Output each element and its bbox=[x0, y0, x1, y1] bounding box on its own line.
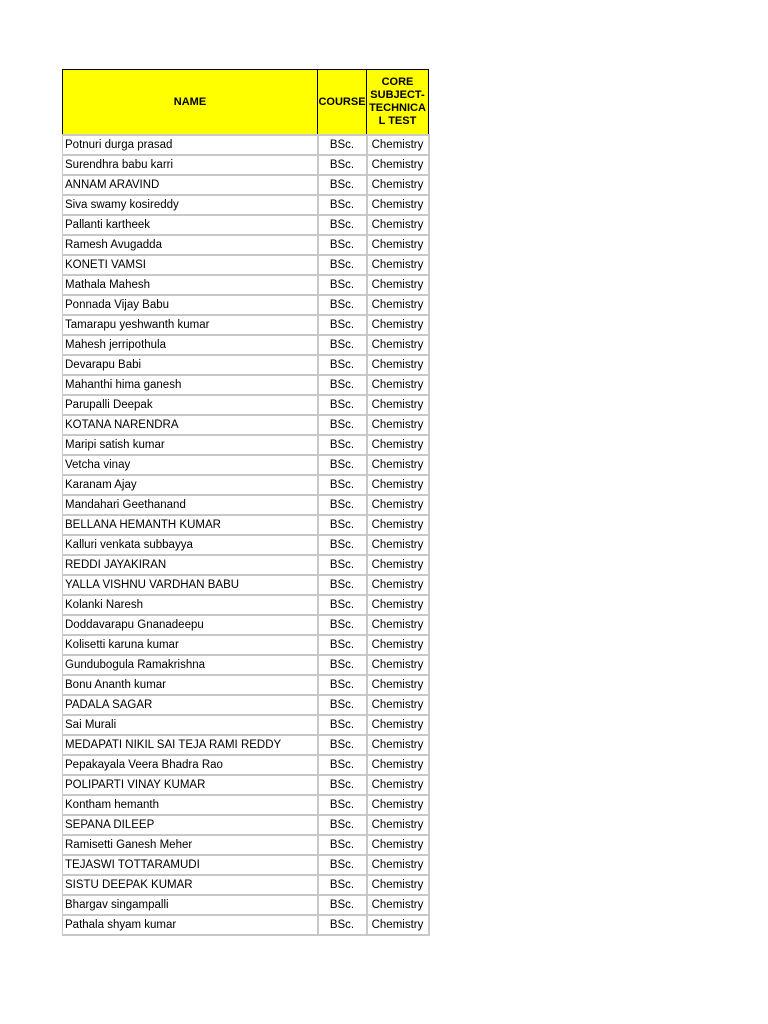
cell-course[interactable]: BSc. bbox=[318, 295, 367, 315]
cell-subject[interactable]: Chemistry bbox=[367, 455, 429, 475]
cell-name[interactable]: KONETI VAMSI bbox=[63, 255, 318, 275]
cell-name[interactable]: SISTU DEEPAK KUMAR bbox=[63, 875, 318, 895]
table-row bbox=[63, 735, 429, 755]
table-row bbox=[63, 455, 429, 475]
table-row bbox=[63, 615, 429, 635]
cell-name[interactable]: Mandahari Geethanand bbox=[63, 495, 318, 515]
cell-subject[interactable]: Chemistry bbox=[367, 875, 429, 895]
cell-course[interactable]: BSc. bbox=[318, 135, 367, 155]
cell-name[interactable]: Mahanthi hima ganesh bbox=[63, 375, 318, 395]
cell-name[interactable]: YALLA VISHNU VARDHAN BABU bbox=[63, 575, 318, 595]
table-row bbox=[63, 175, 429, 195]
table-row bbox=[63, 575, 429, 595]
cell-course[interactable]: BSc. bbox=[318, 675, 367, 695]
cell-course[interactable]: BSc. bbox=[318, 655, 367, 675]
cell-subject[interactable]: Chemistry bbox=[367, 815, 429, 835]
cell-name[interactable]: Doddavarapu Gnanadeepu bbox=[63, 615, 318, 635]
table-row bbox=[63, 535, 429, 555]
cell-subject[interactable]: Chemistry bbox=[367, 535, 429, 555]
cell-subject[interactable]: Chemistry bbox=[367, 175, 429, 195]
table-row bbox=[63, 555, 429, 575]
cell-name[interactable]: SEPANA DILEEP bbox=[63, 815, 318, 835]
cell-subject[interactable]: Chemistry bbox=[367, 615, 429, 635]
cell-name[interactable]: Sai Murali bbox=[63, 715, 318, 735]
table-row bbox=[63, 315, 429, 335]
table-row bbox=[63, 515, 429, 535]
cell-course[interactable]: BSc. bbox=[318, 895, 367, 915]
table-row bbox=[63, 395, 429, 415]
cell-subject[interactable]: Chemistry bbox=[367, 195, 429, 215]
table-row bbox=[63, 475, 429, 495]
table-row bbox=[63, 675, 429, 695]
table-row bbox=[63, 375, 429, 395]
cell-subject[interactable]: Chemistry bbox=[367, 755, 429, 775]
cell-subject[interactable]: Chemistry bbox=[367, 315, 429, 335]
table-row bbox=[63, 215, 429, 235]
cell-name[interactable]: Devarapu Babi bbox=[63, 355, 318, 375]
cell-name[interactable]: Ponnada Vijay Babu bbox=[63, 295, 318, 315]
table-row bbox=[63, 295, 429, 315]
cell-course[interactable]: BSc. bbox=[318, 495, 367, 515]
header-subject[interactable]: CORE SUBJECT-TECHNICAL TEST bbox=[367, 70, 429, 136]
table-row bbox=[63, 795, 429, 815]
cell-course[interactable]: BSc. bbox=[318, 175, 367, 195]
table-body bbox=[63, 135, 429, 935]
cell-subject[interactable]: Chemistry bbox=[367, 515, 429, 535]
cell-name[interactable]: Bonu Ananth kumar bbox=[63, 675, 318, 695]
cell-course[interactable]: BSc. bbox=[318, 235, 367, 255]
cell-course[interactable]: BSc. bbox=[318, 555, 367, 575]
cell-course[interactable]: BSc. bbox=[318, 695, 367, 715]
cell-course[interactable]: BSc. bbox=[318, 835, 367, 855]
cell-subject[interactable]: Chemistry bbox=[367, 915, 429, 935]
cell-name[interactable]: Kalluri venkata subbayya bbox=[63, 535, 318, 555]
table-row bbox=[63, 715, 429, 735]
header-name[interactable]: NAME bbox=[63, 70, 318, 136]
table-row bbox=[63, 335, 429, 355]
cell-subject[interactable]: Chemistry bbox=[367, 655, 429, 675]
cell-course[interactable]: BSc. bbox=[318, 255, 367, 275]
table-row bbox=[63, 355, 429, 375]
table-row bbox=[63, 135, 429, 155]
cell-subject[interactable]: Chemistry bbox=[367, 735, 429, 755]
cell-course[interactable]: BSc. bbox=[318, 315, 367, 335]
table-row bbox=[63, 835, 429, 855]
cell-course[interactable]: BSc. bbox=[318, 715, 367, 735]
header-course[interactable]: COURSE bbox=[318, 70, 367, 136]
table-row bbox=[63, 655, 429, 675]
cell-course[interactable]: BSc. bbox=[318, 455, 367, 475]
cell-name[interactable]: BELLANA HEMANTH KUMAR bbox=[63, 515, 318, 535]
cell-subject[interactable]: Chemistry bbox=[367, 575, 429, 595]
cell-subject[interactable]: Chemistry bbox=[367, 475, 429, 495]
cell-name[interactable]: TEJASWI TOTTARAMUDI bbox=[63, 855, 318, 875]
cell-name[interactable]: Potnuri durga prasad bbox=[63, 135, 318, 155]
cell-course[interactable]: BSc. bbox=[318, 755, 367, 775]
cell-course[interactable]: BSc. bbox=[318, 475, 367, 495]
cell-subject[interactable]: Chemistry bbox=[367, 635, 429, 655]
cell-course[interactable]: BSc. bbox=[318, 615, 367, 635]
cell-subject[interactable]: Chemistry bbox=[367, 355, 429, 375]
cell-name[interactable]: Vetcha vinay bbox=[63, 455, 318, 475]
cell-subject[interactable]: Chemistry bbox=[367, 695, 429, 715]
cell-course[interactable]: BSc. bbox=[318, 735, 367, 755]
cell-course[interactable]: BSc. bbox=[318, 355, 367, 375]
table-row bbox=[63, 235, 429, 255]
cell-subject[interactable]: Chemistry bbox=[367, 215, 429, 235]
cell-course[interactable]: BSc. bbox=[318, 215, 367, 235]
cell-name[interactable]: MEDAPATI NIKIL SAI TEJA RAMI REDDY bbox=[63, 735, 318, 755]
cell-course[interactable]: BSc. bbox=[318, 275, 367, 295]
cell-name[interactable]: Kolisetti karuna kumar bbox=[63, 635, 318, 655]
cell-subject[interactable]: Chemistry bbox=[367, 435, 429, 455]
table-row bbox=[63, 695, 429, 715]
cell-course[interactable]: BSc. bbox=[318, 435, 367, 455]
cell-name[interactable]: Pepakayala Veera Bhadra Rao bbox=[63, 755, 318, 775]
cell-course[interactable]: BSc. bbox=[318, 915, 367, 935]
cell-name[interactable]: Mathala Mahesh bbox=[63, 275, 318, 295]
table-row bbox=[63, 195, 429, 215]
cell-course[interactable]: BSc. bbox=[318, 875, 367, 895]
table-row bbox=[63, 755, 429, 775]
table-row bbox=[63, 855, 429, 875]
table-row bbox=[63, 815, 429, 835]
cell-course[interactable]: BSc. bbox=[318, 395, 367, 415]
cell-name[interactable]: Surendhra babu karri bbox=[63, 155, 318, 175]
table-row bbox=[63, 595, 429, 615]
cell-subject[interactable]: Chemistry bbox=[367, 335, 429, 355]
cell-subject[interactable]: Chemistry bbox=[367, 295, 429, 315]
cell-course[interactable]: BSc. bbox=[318, 775, 367, 795]
cell-course[interactable]: BSc. bbox=[318, 195, 367, 215]
cell-subject[interactable]: Chemistry bbox=[367, 495, 429, 515]
cell-course[interactable]: BSc. bbox=[318, 855, 367, 875]
cell-subject[interactable]: Chemistry bbox=[367, 715, 429, 735]
table-row bbox=[63, 435, 429, 455]
table-row bbox=[63, 775, 429, 795]
cell-course[interactable]: BSc. bbox=[318, 155, 367, 175]
table-row bbox=[63, 875, 429, 895]
cell-course[interactable]: BSc. bbox=[318, 535, 367, 555]
cell-name[interactable]: Kontham hemanth bbox=[63, 795, 318, 815]
cell-name[interactable]: Tamarapu yeshwanth kumar bbox=[63, 315, 318, 335]
cell-subject[interactable]: Chemistry bbox=[367, 555, 429, 575]
cell-name[interactable]: Siva swamy kosireddy bbox=[63, 195, 318, 215]
cell-name[interactable]: REDDI JAYAKIRAN bbox=[63, 555, 318, 575]
cell-subject[interactable]: Chemistry bbox=[367, 255, 429, 275]
cell-name[interactable]: Parupalli Deepak bbox=[63, 395, 318, 415]
cell-subject[interactable]: Chemistry bbox=[367, 395, 429, 415]
cell-course[interactable]: BSc. bbox=[318, 795, 367, 815]
cell-name[interactable]: Ramisetti Ganesh Meher bbox=[63, 835, 318, 855]
table-row bbox=[63, 895, 429, 915]
table-row bbox=[63, 415, 429, 435]
cell-subject[interactable]: Chemistry bbox=[367, 675, 429, 695]
cell-name[interactable]: Gundubogula Ramakrishna bbox=[63, 655, 318, 675]
cell-subject[interactable]: Chemistry bbox=[367, 795, 429, 815]
cell-course[interactable]: BSc. bbox=[318, 595, 367, 615]
cell-subject[interactable]: Chemistry bbox=[367, 375, 429, 395]
cell-course[interactable]: BSc. bbox=[318, 515, 367, 535]
cell-name[interactable]: PADALA SAGAR bbox=[63, 695, 318, 715]
cell-course[interactable]: BSc. bbox=[318, 415, 367, 435]
candidate-table bbox=[62, 69, 430, 936]
cell-subject[interactable]: Chemistry bbox=[367, 775, 429, 795]
table-row bbox=[63, 275, 429, 295]
cell-name[interactable]: Kolanki Naresh bbox=[63, 595, 318, 615]
cell-name[interactable]: Karanam Ajay bbox=[63, 475, 318, 495]
table-row bbox=[63, 915, 429, 935]
cell-name[interactable]: Maripi satish kumar bbox=[63, 435, 318, 455]
cell-subject[interactable]: Chemistry bbox=[367, 235, 429, 255]
cell-subject[interactable]: Chemistry bbox=[367, 135, 429, 155]
table-row bbox=[63, 495, 429, 515]
cell-subject[interactable]: Chemistry bbox=[367, 895, 429, 915]
cell-subject[interactable]: Chemistry bbox=[367, 855, 429, 875]
table-row bbox=[63, 635, 429, 655]
cell-course[interactable]: BSc. bbox=[318, 815, 367, 835]
table-row bbox=[63, 155, 429, 175]
cell-name[interactable]: Mahesh jerripothula bbox=[63, 335, 318, 355]
header-row bbox=[63, 70, 429, 136]
cell-name[interactable]: Pallanti kartheek bbox=[63, 215, 318, 235]
cell-name[interactable]: Ramesh Avugadda bbox=[63, 235, 318, 255]
cell-name[interactable]: ANNAM ARAVIND bbox=[63, 175, 318, 195]
cell-subject[interactable]: Chemistry bbox=[367, 595, 429, 615]
cell-name[interactable]: POLIPARTI VINAY KUMAR bbox=[63, 775, 318, 795]
cell-subject[interactable]: Chemistry bbox=[367, 275, 429, 295]
cell-course[interactable]: BSc. bbox=[318, 375, 367, 395]
cell-name[interactable]: Bhargav singampalli bbox=[63, 895, 318, 915]
cell-subject[interactable]: Chemistry bbox=[367, 835, 429, 855]
cell-course[interactable]: BSc. bbox=[318, 575, 367, 595]
table-row bbox=[63, 255, 429, 275]
cell-course[interactable]: BSc. bbox=[318, 635, 367, 655]
cell-subject[interactable]: Chemistry bbox=[367, 155, 429, 175]
cell-subject[interactable]: Chemistry bbox=[367, 415, 429, 435]
cell-name[interactable]: Pathala shyam kumar bbox=[63, 915, 318, 935]
cell-course[interactable]: BSc. bbox=[318, 335, 367, 355]
cell-name[interactable]: KOTANA NARENDRA bbox=[63, 415, 318, 435]
